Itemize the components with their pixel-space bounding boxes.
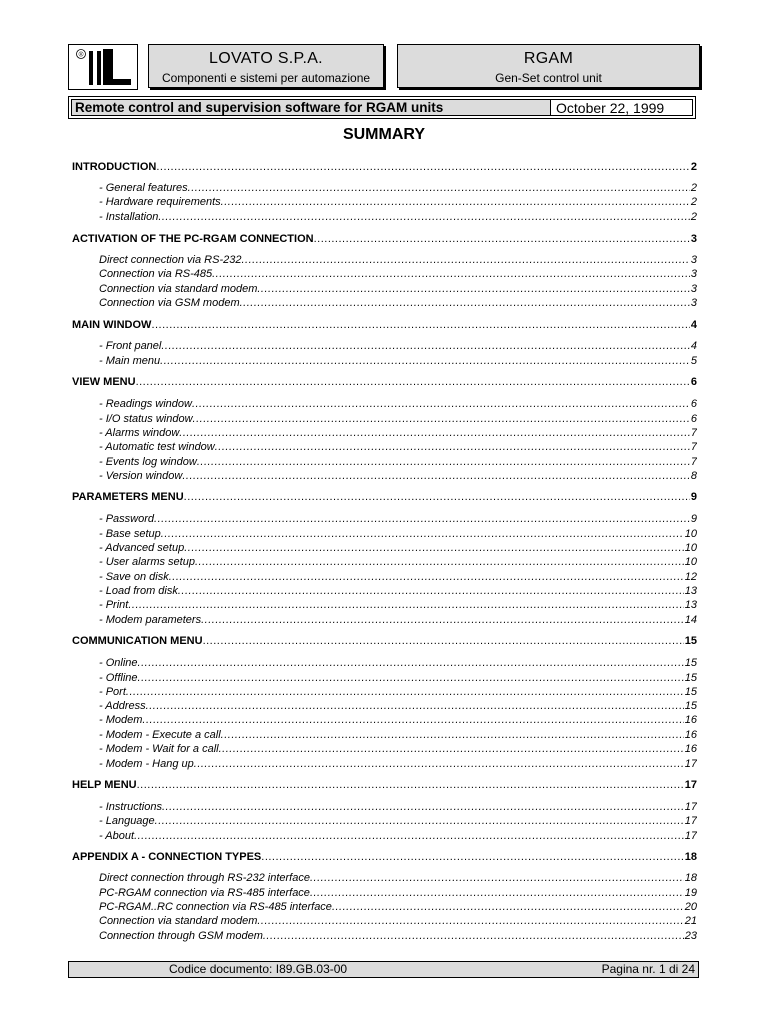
toc-dot-leader bbox=[310, 872, 684, 884]
toc-entry-label: - Alarms window bbox=[99, 427, 180, 439]
toc-dot-leader bbox=[128, 599, 683, 611]
toc-page-number: 6 bbox=[690, 413, 697, 425]
toc-subsection-entry[interactable] bbox=[99, 915, 697, 927]
toc-entry-label: Connection via standard modem bbox=[99, 283, 258, 295]
toc-page-number: 14 bbox=[684, 614, 697, 626]
toc-dot-leader bbox=[221, 196, 690, 208]
toc-section-entry[interactable] bbox=[72, 635, 697, 647]
toc-subsection-entry[interactable] bbox=[99, 283, 697, 295]
toc-entry-label: ACTIVATION OF THE PC-RGAM CONNECTION bbox=[72, 233, 314, 245]
toc-subsection-entry[interactable] bbox=[99, 427, 697, 439]
product-header-box bbox=[397, 44, 700, 88]
toc-dot-leader bbox=[161, 340, 690, 352]
toc-subsection-entry[interactable] bbox=[99, 714, 697, 726]
toc-entry-label: - Modem - Hang up bbox=[99, 758, 194, 770]
page-footer bbox=[68, 961, 699, 978]
toc-entry-label: - Modem - Execute a call bbox=[99, 729, 221, 741]
toc-page-number: 18 bbox=[684, 872, 697, 884]
toc-section-entry[interactable] bbox=[72, 319, 697, 331]
toc-subsection-entry[interactable] bbox=[99, 182, 697, 194]
toc-page-number: 23 bbox=[684, 930, 697, 942]
toc-subsection-entry[interactable] bbox=[99, 254, 697, 266]
toc-page-number: 19 bbox=[684, 887, 697, 899]
toc-entry-label: Connection through GSM modem bbox=[99, 930, 263, 942]
company-header-box bbox=[148, 44, 384, 88]
toc-page-number: 2 bbox=[690, 182, 697, 194]
toc-page-number: 9 bbox=[690, 513, 697, 525]
toc-dot-leader bbox=[310, 887, 684, 899]
toc-entry-label: PARAMETERS MENU bbox=[72, 491, 184, 503]
toc-dot-leader bbox=[261, 851, 683, 863]
toc-entry-label: - Language bbox=[99, 815, 155, 827]
toc-entry-label: - Readings window bbox=[99, 398, 192, 410]
toc-dot-leader bbox=[241, 254, 689, 266]
toc-subsection-entry[interactable] bbox=[99, 513, 697, 525]
toc-subsection-entry[interactable] bbox=[99, 599, 697, 611]
toc-page-number: 15 bbox=[684, 672, 697, 684]
toc-page-number: 2 bbox=[690, 196, 697, 208]
toc-dot-leader bbox=[188, 182, 690, 194]
toc-page-number: 7 bbox=[690, 441, 697, 453]
toc-entry-label: - Port bbox=[99, 686, 126, 698]
product-name: RGAM bbox=[523, 50, 574, 67]
toc-subsection-entry[interactable] bbox=[99, 528, 697, 540]
toc-entry-label: - Instructions bbox=[99, 801, 162, 813]
toc-entry-label: Direct connection via RS-232 bbox=[99, 254, 242, 266]
toc-page-number: 12 bbox=[684, 571, 697, 583]
toc-subsection-entry[interactable] bbox=[99, 801, 697, 813]
toc-page-number: 6 bbox=[690, 398, 697, 410]
toc-dot-leader bbox=[192, 398, 690, 410]
toc-subsection-entry[interactable] bbox=[99, 441, 697, 453]
toc-dot-leader bbox=[182, 470, 690, 482]
toc-page-number: 17 bbox=[684, 815, 697, 827]
toc-page-number: 10 bbox=[684, 528, 697, 540]
toc-entry-label: - Installation bbox=[99, 211, 159, 223]
toc-subsection-entry[interactable] bbox=[99, 729, 697, 741]
toc-entry-label: - Advanced setup bbox=[99, 542, 185, 554]
toc-entry-label: - Version window bbox=[99, 470, 183, 482]
toc-dot-leader bbox=[156, 161, 690, 173]
toc-page-number: 20 bbox=[684, 901, 697, 913]
toc-dot-leader bbox=[154, 513, 690, 525]
toc-entry-label: - Offline bbox=[99, 672, 138, 684]
toc-page-number: 3 bbox=[690, 254, 697, 266]
page-number: Pagina nr. 1 di 24 bbox=[601, 962, 695, 976]
toc-entry-label: PC-RGAM connection via RS-485 interface bbox=[99, 887, 310, 899]
toc-subsection-entry[interactable] bbox=[99, 700, 697, 712]
toc-subsection-entry[interactable] bbox=[99, 830, 697, 842]
toc-subsection-entry[interactable] bbox=[99, 585, 697, 597]
toc-page-number: 15 bbox=[684, 686, 697, 698]
toc-dot-leader bbox=[219, 743, 684, 755]
toc-page-number: 9 bbox=[690, 491, 697, 503]
toc-page-number: 5 bbox=[690, 355, 697, 367]
toc-entry-label: Connection via GSM modem bbox=[99, 297, 240, 309]
logo-registered-mark: ® bbox=[78, 51, 84, 59]
toc-page-number: 16 bbox=[684, 729, 697, 741]
company-name: LOVATO S.P.A. bbox=[209, 50, 323, 67]
toc-section-entry[interactable] bbox=[72, 376, 697, 388]
toc-dot-leader bbox=[195, 556, 684, 568]
toc-dot-leader bbox=[134, 830, 684, 842]
toc-entry-label: - Load from disk bbox=[99, 585, 178, 597]
toc-page-number: 15 bbox=[684, 635, 697, 647]
toc-page-number: 2 bbox=[690, 211, 697, 223]
toc-subsection-entry[interactable] bbox=[99, 743, 697, 755]
toc-entry-label: INTRODUCTION bbox=[72, 161, 157, 173]
toc-subsection-entry[interactable] bbox=[99, 901, 697, 913]
toc-subsection-entry[interactable] bbox=[99, 456, 697, 468]
toc-subsection-entry[interactable] bbox=[99, 930, 697, 942]
toc-subsection-entry[interactable] bbox=[99, 211, 697, 223]
toc-subsection-entry[interactable] bbox=[99, 887, 697, 899]
toc-page-number: 13 bbox=[684, 585, 697, 597]
document-code: Codice documento: I89.GB.03-00 bbox=[169, 962, 348, 976]
toc-subsection-entry[interactable] bbox=[99, 614, 697, 626]
toc-entry-label: - Front panel bbox=[99, 340, 162, 352]
toc-entry-label: COMMUNICATION MENU bbox=[72, 635, 203, 647]
toc-page-number: 10 bbox=[684, 542, 697, 554]
toc-section-entry[interactable] bbox=[72, 233, 697, 245]
toc-entry-label: APPENDIX A - CONNECTION TYPES bbox=[72, 851, 262, 863]
toc-dot-leader bbox=[158, 211, 690, 223]
toc-dot-leader bbox=[332, 901, 684, 913]
toc-dot-leader bbox=[151, 319, 689, 331]
toc-dot-leader bbox=[178, 585, 684, 597]
toc-dot-leader bbox=[314, 233, 690, 245]
toc-subsection-entry[interactable] bbox=[99, 297, 697, 309]
toc-dot-leader bbox=[161, 528, 684, 540]
toc-entry-label: - Main menu bbox=[99, 355, 161, 367]
toc-page-number: 17 bbox=[684, 830, 697, 842]
document-subject-bar bbox=[68, 96, 696, 119]
toc-dot-leader bbox=[138, 657, 684, 669]
toc-page-number: 7 bbox=[690, 456, 697, 468]
toc-dot-leader bbox=[257, 283, 690, 295]
toc-dot-leader bbox=[197, 456, 690, 468]
toc-dot-leader bbox=[146, 700, 684, 712]
toc-dot-leader bbox=[136, 376, 690, 388]
toc-dot-leader bbox=[263, 930, 684, 942]
toc-dot-leader bbox=[169, 571, 684, 583]
toc-subsection-entry[interactable] bbox=[99, 542, 697, 554]
toc-dot-leader bbox=[215, 441, 690, 453]
toc-entry-label: PC-RGAM..RC connection via RS-485 interface bbox=[99, 901, 332, 913]
toc-page-number: 21 bbox=[684, 915, 697, 927]
toc-entry-label: - Automatic test window bbox=[99, 441, 215, 453]
toc-entry-label: - I/O status window bbox=[99, 413, 193, 425]
toc-dot-leader bbox=[203, 635, 684, 647]
toc-page-number: 7 bbox=[690, 427, 697, 439]
toc-entry-label: - About bbox=[99, 830, 135, 842]
toc-page-number: 17 bbox=[684, 801, 697, 813]
toc-section-entry[interactable] bbox=[72, 161, 697, 173]
toc-page-number: 15 bbox=[684, 700, 697, 712]
toc-page-number: 3 bbox=[690, 283, 697, 295]
toc-entry-label: Connection via standard modem bbox=[99, 915, 258, 927]
document-date: October 22, 1999 bbox=[552, 100, 692, 115]
toc-entry-label: - Base setup bbox=[99, 528, 161, 540]
toc-dot-leader bbox=[194, 758, 684, 770]
toc-dot-leader bbox=[179, 427, 690, 439]
toc-entry-label: - Print bbox=[99, 599, 129, 611]
toc-page-number: 3 bbox=[690, 233, 697, 245]
toc-page-number: 3 bbox=[690, 268, 697, 280]
toc-page-number: 6 bbox=[690, 376, 697, 388]
toc-dot-leader bbox=[240, 297, 690, 309]
toc-dot-leader bbox=[138, 672, 684, 684]
toc-entry-label: - Hardware requirements bbox=[99, 196, 221, 208]
toc-page-number: 4 bbox=[690, 319, 697, 331]
toc-subsection-entry[interactable] bbox=[99, 815, 697, 827]
toc-entry-label: - Address bbox=[99, 700, 146, 712]
toc-dot-leader bbox=[193, 413, 690, 425]
toc-dot-leader bbox=[257, 915, 683, 927]
toc-dot-leader bbox=[160, 355, 690, 367]
page-title: SUMMARY bbox=[342, 126, 426, 143]
toc-subsection-entry[interactable] bbox=[99, 340, 697, 352]
toc-dot-leader bbox=[155, 815, 684, 827]
toc-entry-label: - User alarms setup bbox=[99, 556, 195, 568]
toc-entry-label: - Modem - Wait for a call bbox=[99, 743, 219, 755]
toc-entry-label: - Modem parameters bbox=[99, 614, 202, 626]
toc-page-number: 3 bbox=[690, 297, 697, 309]
toc-dot-leader bbox=[184, 491, 690, 503]
toc-subsection-entry[interactable] bbox=[99, 758, 697, 770]
lovato-logo-icon bbox=[69, 45, 137, 89]
toc-page-number: 18 bbox=[684, 851, 697, 863]
toc-page-number: 4 bbox=[690, 340, 697, 352]
toc-subsection-entry[interactable] bbox=[99, 672, 697, 684]
toc-page-number: 17 bbox=[684, 779, 697, 791]
toc-page-number: 16 bbox=[684, 743, 697, 755]
toc-entry-label: HELP MENU bbox=[72, 779, 137, 791]
toc-dot-leader bbox=[126, 686, 684, 698]
toc-dot-leader bbox=[201, 614, 684, 626]
toc-entry-label: - Password bbox=[99, 513, 155, 525]
toc-entry-label: - Save on disk bbox=[99, 571, 169, 583]
toc-section-entry[interactable] bbox=[72, 779, 697, 791]
toc-page-number: 17 bbox=[684, 758, 697, 770]
toc-subsection-entry[interactable] bbox=[99, 657, 697, 669]
toc-entry-label: - Modem bbox=[99, 714, 143, 726]
toc-subsection-entry[interactable] bbox=[99, 196, 697, 208]
toc-page-number: 10 bbox=[684, 556, 697, 568]
toc-dot-leader bbox=[212, 268, 690, 280]
product-description: Gen-Set control unit bbox=[495, 71, 602, 85]
toc-section-entry[interactable] bbox=[72, 851, 697, 863]
toc-subsection-entry[interactable] bbox=[99, 413, 697, 425]
toc-dot-leader bbox=[137, 779, 684, 791]
toc-subsection-entry[interactable] bbox=[99, 470, 697, 482]
document-subject: Remote control and supervision software for RGAM units bbox=[72, 100, 551, 115]
toc-entry-label: VIEW MENU bbox=[72, 376, 136, 388]
toc-section-entry[interactable] bbox=[72, 491, 697, 503]
toc-page-number: 13 bbox=[684, 599, 697, 611]
toc-subsection-entry[interactable] bbox=[99, 872, 697, 884]
toc-entry-label: - Online bbox=[99, 657, 138, 669]
toc-dot-leader bbox=[184, 542, 684, 554]
toc-page-number: 15 bbox=[684, 657, 697, 669]
toc-subsection-entry[interactable] bbox=[99, 571, 697, 583]
company-logo bbox=[68, 44, 138, 90]
toc-page-number: 16 bbox=[684, 714, 697, 726]
toc-subsection-entry[interactable] bbox=[99, 355, 697, 367]
toc-dot-leader bbox=[142, 714, 683, 726]
toc-subsection-entry[interactable] bbox=[99, 556, 697, 568]
toc-entry-label: - General features bbox=[99, 182, 188, 194]
company-tagline: Componenti e sistemi per automazione bbox=[161, 71, 371, 85]
toc-entry-label: - Events log window bbox=[99, 456, 197, 468]
toc-entry-label: Direct connection through RS-232 interface bbox=[99, 872, 310, 884]
toc-dot-leader bbox=[221, 729, 684, 741]
toc-subsection-entry[interactable] bbox=[99, 686, 697, 698]
toc-entry-label: MAIN WINDOW bbox=[72, 319, 152, 331]
toc-page-number: 2 bbox=[690, 161, 697, 173]
toc-subsection-entry[interactable] bbox=[99, 268, 697, 280]
toc-page-number: 8 bbox=[690, 470, 697, 482]
toc-entry-label: Connection via RS-485 bbox=[99, 268, 213, 280]
toc-subsection-entry[interactable] bbox=[99, 398, 697, 410]
toc-dot-leader bbox=[162, 801, 684, 813]
